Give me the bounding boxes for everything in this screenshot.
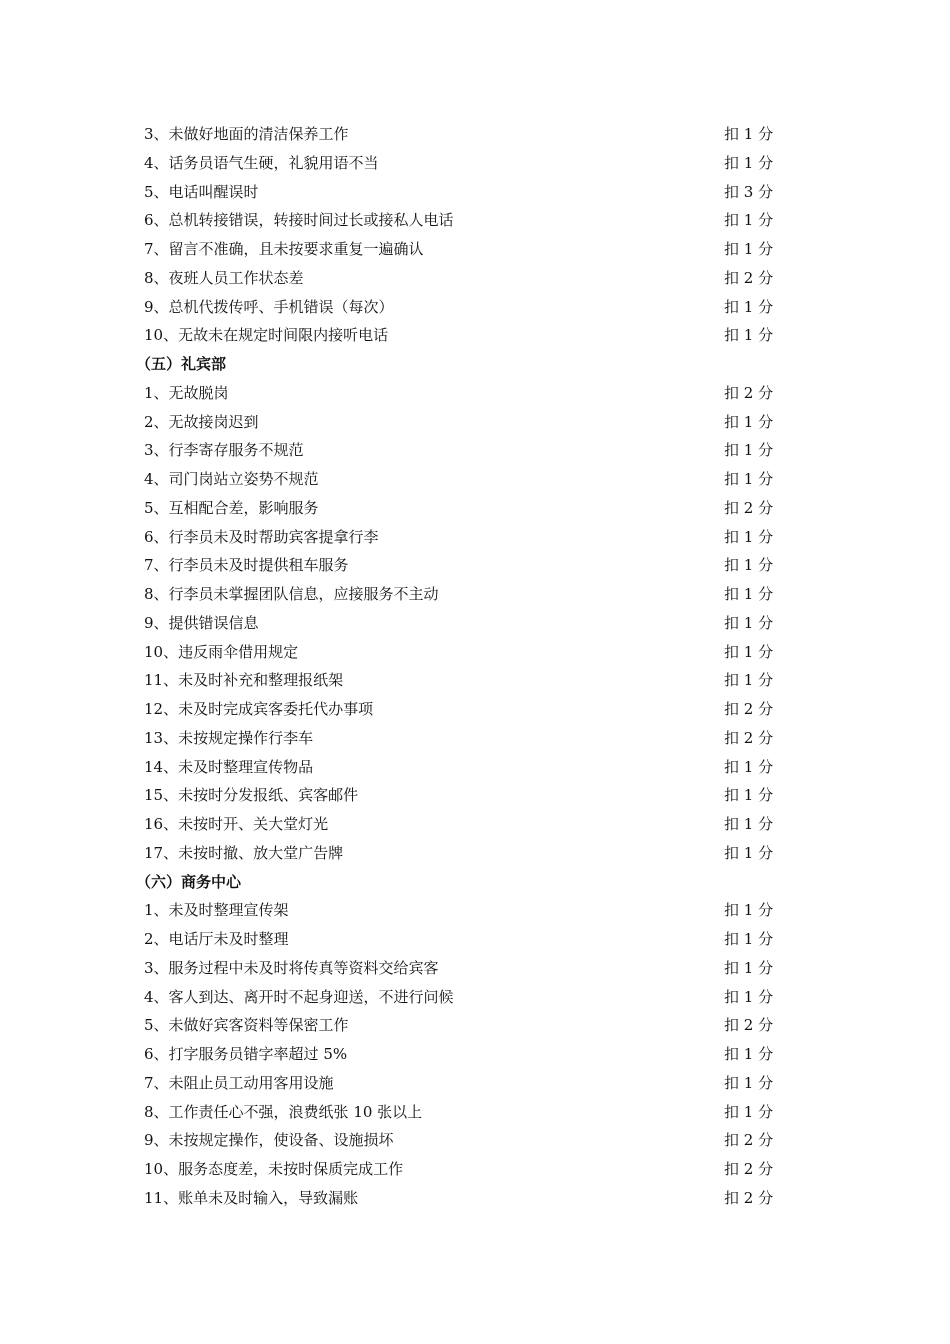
item-penalty: 扣 2 分: [724, 383, 774, 402]
list-item: [144, 1155, 784, 1184]
item-penalty: 扣 1 分: [724, 527, 774, 546]
item-description: 7、留言不准确，且未按要求重复一遍确认: [144, 240, 424, 258]
list-item: [144, 724, 784, 753]
list-item: [144, 494, 784, 523]
item-penalty: 扣 1 分: [724, 901, 774, 920]
item-penalty: 扣 1 分: [724, 125, 774, 143]
item-penalty: 扣 1 分: [724, 240, 774, 258]
item-description: 4、话务员语气生硬，礼貌用语不当: [144, 153, 379, 172]
item-description: 9、提供错误信息: [144, 613, 259, 632]
item-penalty: 扣 1 分: [724, 757, 774, 776]
item-description: 3、行李寄存服务不规范: [144, 441, 304, 460]
item-penalty: 扣 3 分: [724, 182, 774, 201]
list-item: [144, 896, 784, 925]
item-description: 6、打字服务员错字率超过 5%: [144, 1045, 348, 1063]
list-item: [144, 465, 784, 494]
item-description: 9、未按规定操作，使设备、设施损坏: [144, 1131, 394, 1150]
list-item: [144, 120, 784, 149]
item-description: 13、未按规定操作行李车: [144, 728, 314, 747]
item-penalty: 扣 2 分: [724, 1016, 774, 1035]
item-description: 2、电话厅未及时整理: [144, 930, 289, 948]
list-item: [144, 666, 784, 695]
list-item: [144, 178, 784, 207]
item-penalty: 扣 2 分: [724, 268, 774, 287]
list-item: [144, 753, 784, 782]
list-item: [144, 1040, 784, 1069]
list-item: [144, 321, 784, 350]
item-penalty: 扣 1 分: [724, 642, 774, 661]
item-description: 5、未做好宾客资料等保密工作: [144, 1016, 349, 1035]
item-penalty: 扣 1 分: [724, 1102, 774, 1121]
section-heading: [136, 350, 784, 379]
item-description: 8、工作责任心不强，浪费纸张 10 张以上: [144, 1102, 423, 1121]
section-heading-text: （五）礼宾部: [136, 355, 227, 373]
item-penalty: 扣 2 分: [724, 700, 774, 718]
item-description: 11、未及时补充和整理报纸架: [144, 671, 344, 690]
item-description: 3、服务过程中未及时将传真等资料交给宾客: [144, 958, 439, 977]
list-item: [144, 264, 784, 293]
item-description: 7、行李员未及时提供租车服务: [144, 556, 349, 575]
item-penalty: 扣 1 分: [724, 211, 774, 230]
list-item: [144, 638, 784, 667]
list-item: [144, 293, 784, 322]
item-description: 9、总机代拨传呼、手机错误（每次）: [144, 297, 394, 316]
item-penalty: 扣 1 分: [724, 1045, 774, 1063]
item-description: 17、未按时撤、放大堂广告牌: [144, 843, 344, 862]
penalty-list: [136, 120, 784, 1213]
item-penalty: 扣 1 分: [724, 930, 774, 948]
list-item: [144, 1126, 784, 1155]
item-penalty: 扣 2 分: [724, 498, 774, 517]
item-penalty: 扣 2 分: [724, 728, 774, 747]
list-item: [144, 206, 784, 235]
list-item: [144, 695, 784, 724]
list-item: [144, 408, 784, 437]
list-item: [144, 839, 784, 868]
item-penalty: 扣 1 分: [724, 1073, 774, 1092]
item-penalty: 扣 1 分: [724, 297, 774, 316]
item-penalty: 扣 1 分: [724, 613, 774, 632]
item-description: 11、账单未及时输入，导致漏账: [144, 1188, 359, 1207]
item-description: 14、未及时整理宣传物品: [144, 757, 314, 776]
item-description: 8、行李员未掌握团队信息，应接服务不主动: [144, 585, 439, 603]
item-description: 1、未及时整理宣传架: [144, 901, 289, 920]
item-penalty: 扣 1 分: [724, 412, 774, 431]
list-item: [144, 551, 784, 580]
section-heading-text: （六）商务中心: [136, 872, 242, 891]
item-penalty: 扣 2 分: [724, 1131, 774, 1150]
list-item: [144, 436, 784, 465]
list-item: [144, 149, 784, 178]
list-item: [144, 1011, 784, 1040]
list-item: [144, 1098, 784, 1127]
item-description: 7、未阻止员工动用客用设施: [144, 1073, 334, 1092]
list-item: [144, 781, 784, 810]
item-penalty: 扣 2 分: [724, 1188, 774, 1207]
list-item: [144, 523, 784, 552]
item-penalty: 扣 1 分: [724, 958, 774, 977]
item-description: 2、无故接岗迟到: [144, 412, 259, 431]
item-penalty: 扣 1 分: [724, 815, 774, 833]
item-description: 5、电话叫醒误时: [144, 182, 259, 201]
item-penalty: 扣 1 分: [724, 153, 774, 172]
item-description: 16、未按时开、关大堂灯光: [144, 815, 329, 833]
item-description: 10、违反雨伞借用规定: [144, 642, 299, 661]
item-description: 1、无故脱岗: [144, 383, 229, 402]
item-description: 6、行李员未及时帮助宾客提拿行李: [144, 527, 379, 546]
item-penalty: 扣 1 分: [724, 843, 774, 862]
item-penalty: 扣 1 分: [724, 326, 774, 345]
list-item: [144, 379, 784, 408]
item-penalty: 扣 1 分: [724, 441, 774, 460]
item-description: 5、互相配合差，影响服务: [144, 498, 319, 517]
item-description: 15、未按时分发报纸、宾客邮件: [144, 786, 359, 805]
item-description: 4、司门岗站立姿势不规范: [144, 470, 319, 488]
item-penalty: 扣 2 分: [724, 1160, 774, 1178]
item-penalty: 扣 1 分: [724, 671, 774, 690]
list-item: [144, 1184, 784, 1213]
item-penalty: 扣 1 分: [724, 585, 774, 603]
item-description: 3、未做好地面的清洁保养工作: [144, 125, 349, 143]
item-description: 12、未及时完成宾客委托代办事项: [144, 700, 374, 718]
item-description: 6、总机转接错误，转接时间过长或接私人电话: [144, 211, 454, 230]
list-item: [144, 1069, 784, 1098]
list-item: [144, 925, 784, 954]
item-penalty: 扣 1 分: [724, 556, 774, 575]
item-penalty: 扣 1 分: [724, 786, 774, 805]
item-penalty: 扣 1 分: [724, 987, 774, 1006]
list-item: [144, 983, 784, 1012]
list-item: [144, 235, 784, 264]
item-penalty: 扣 1 分: [724, 470, 774, 488]
item-description: 8、夜班人员工作状态差: [144, 268, 304, 287]
list-item: [144, 580, 784, 609]
list-item: [144, 609, 784, 638]
item-description: 10、服务态度差，未按时保质完成工作: [144, 1160, 404, 1178]
item-description: 4、客人到达、离开时不起身迎送，不进行问候: [144, 987, 454, 1006]
list-item: [144, 810, 784, 839]
list-item: [144, 954, 784, 983]
section-heading: [136, 868, 784, 897]
item-description: 10、无故未在规定时间限内接听电话: [144, 326, 389, 345]
